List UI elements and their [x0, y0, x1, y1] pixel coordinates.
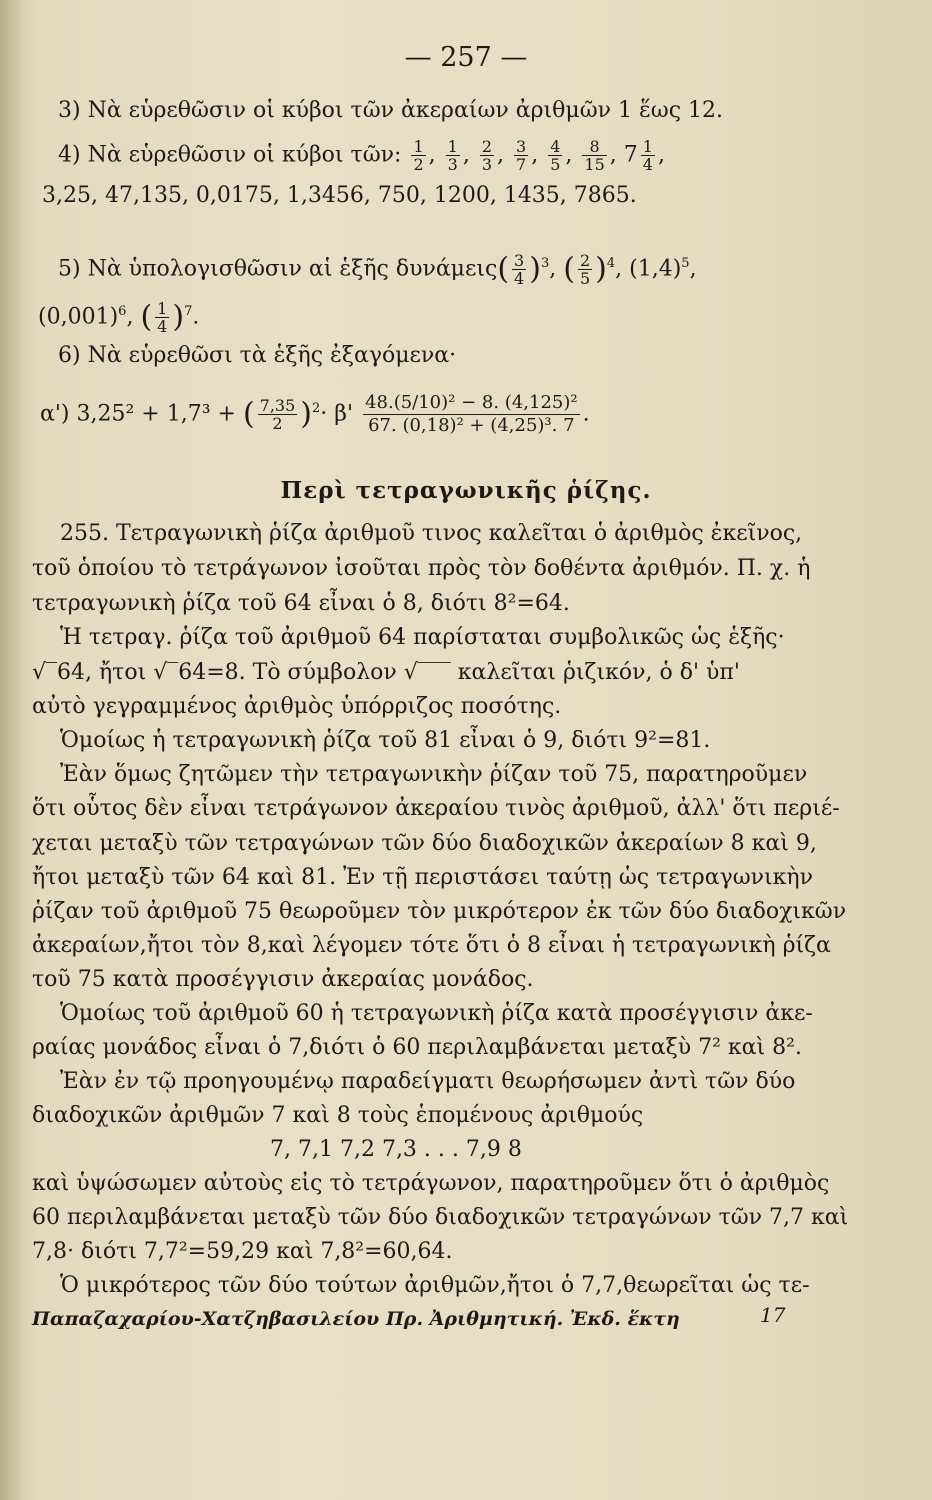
text-line: αὐτὸ γεγραμμένος ἀριθμὸς ὑπόρριζος ποσότης. — [32, 694, 562, 719]
text-line: τοῦ ὁποίου τὸ τετράγωνον ἰσοῦται πρὸς τὸν δοθέντα ἀριθμόν. Π. χ. ἡ — [32, 556, 811, 581]
fraction: $\frac{1}{4}$ — [642, 137, 653, 174]
exercise-5-prefix: 5) Νὰ ὑπολογισθῶσιν αἱ ἑξῆς δυνάμεις — [58, 256, 498, 282]
fraction: $\frac{1}{4}$ — [157, 298, 168, 336]
text-line: Ἐὰν ἐν τῷ προηγουμένῳ παραδείγματι θεωρήσωμεν ἀντὶ τῶν δύο — [60, 1069, 796, 1094]
compound-fraction: $\frac{\text{48.(5/10)² − 8. (4,125)²}}{\text{67. (0,18)² + (4,25)³. 7}}$ — [365, 392, 578, 436]
page-number: — 257 — — [404, 42, 528, 73]
text-line: ἤτοι μεταξὺ τῶν 64 καὶ 81. Ἐν τῇ περιστάσει ταύτῃ ὡς τετραγωνικὴν — [32, 865, 813, 890]
fraction: $\frac{7,35}{2}$ — [259, 396, 296, 433]
fraction: $\frac{2}{3}$ — [481, 137, 493, 174]
folio-number: 17 — [760, 1303, 786, 1327]
number-sequence: 7, 7,1 7,2 7,3 . . . 7,9 8 — [270, 1137, 522, 1162]
text-line: τοῦ 75 κατὰ προσέγγισιν ἀκεραίας μονάδος. — [32, 967, 534, 992]
text-line: διαδοχικῶν ἀριθμῶν 7 καὶ 8 τοὺς ἑπομένους ἀριθμούς — [32, 1103, 644, 1128]
text-line: ραίας μονάδος εἶναι ὁ 7,διότι ὁ 60 περιλαμβάνεται μεταξὺ 7² καὶ 8². — [32, 1035, 802, 1060]
exercise-6: 6) Νὰ εὑρεθῶσι τὰ ἑξῆς ἐξαγόμενα· — [58, 343, 457, 368]
page-gutter — [0, 0, 22, 1500]
footer-signature: Παπαζαχαρίου-Χατζηβασιλείου Πρ. Ἀριθμητική. Ἐκδ. ἕκτη — [32, 1308, 680, 1330]
text-line: ἀκεραίων,ἤτοι τὸν 8,καὶ λέγομεν τότε ὅτι ὁ 8 εἶναι ἡ τετραγωνικὴ ῥίζα — [32, 933, 831, 958]
text-line: 7,8· διότι 7,7²=59,29 καὶ 7,8²=60,64. — [32, 1239, 453, 1264]
text-line: Ὁμοίως ἡ τετραγωνικὴ ῥίζα τοῦ 81 εἶναι ὁ 9, διότι 9²=81. — [60, 728, 711, 753]
text-line: Ὁμοίως τοῦ ἀριθμοῦ 60 ἡ τετραγωνικὴ ῥίζα κατὰ προσέγγισιν ἀκε- — [60, 1001, 813, 1026]
text-line: χεται μεταξὺ τῶν τετραγώνων τῶν δύο διαδοχικῶν ἀκεραίων 8 καὶ 9, — [32, 831, 817, 856]
fraction: $\frac{4}{5}$ — [550, 137, 561, 174]
exercise-6-expressions: α') 3,25² + 1,7³ + ( $\frac{7,35}{2}$ )$^2$· β' $\frac{\text{48.(5/10)² − 8. (4,125)²}}{\text{67. (0,18)² + (4,25)³. 7}}$ . — [40, 392, 590, 436]
fraction: $\frac{3}{4}$ — [514, 250, 525, 288]
exercise-4-prefix: 4) Νὰ εὑρεθῶσιν οἱ κύβοι τῶν: — [58, 142, 402, 168]
exercise-4-line-2: 3,25, 47,135, 0,0175, 1,3456, 750, 1200, 1435, 7865. — [42, 183, 637, 208]
fraction: $\frac{8}{15}$ — [584, 137, 605, 174]
text-line: ὅτι οὗτος δὲν εἶναι τετράγωνον ἀκεραίου τινὸς ἀριθμοῦ, ἀλλ' ὅτι περιέ- — [32, 796, 840, 821]
text-line: √‾64, ἤτοι √‾64=8. Τὸ σύμβολον √‾‾‾ καλεῖται ῥιζικόν, ὁ δ' ὑπ' — [32, 660, 740, 685]
mixed-number-whole: 7 — [623, 142, 638, 168]
fraction: $\frac{2}{5}$ — [579, 250, 591, 288]
text-line: καὶ ὑψώσωμεν αὐτοὺς εἰς τὸ τετράγωνον, παρατηροῦμεν ὅτι ὁ ἀριθμὸς — [32, 1171, 830, 1196]
text-line: 60 περιλαμβάνεται μεταξὺ τῶν δύο διαδοχικῶν τετραγώνων τῶν 7,7 καὶ — [32, 1205, 849, 1230]
section-heading: Περὶ τετραγωνικῆς ῥίζης. — [280, 477, 652, 504]
exercise-4: 4) Νὰ εὑρεθῶσιν οἱ κύβοι τῶν: $\frac{1}{2}$ , $\frac{1}{3}$ , $\frac{2}{3}$ , $\frac{3}{7}$ , $\frac{4}{5}$ , $\frac{8}{15}$ , 7 $\frac{1}{4}$ , — [58, 137, 665, 174]
fraction: $\frac{3}{7}$ — [516, 137, 527, 174]
exercise-3: 3) Νὰ εὑρεθῶσιν οἱ κύβοι τῶν ἀκεραίων ἀριθμῶν 1 ἕως 12. — [58, 98, 724, 123]
exercise-5-line-2: $(0,001)^6$, ( $\frac{1}{4}$ )$^7$. — [38, 298, 200, 336]
fraction: $\frac{1}{2}$ — [413, 137, 424, 174]
text-line: Ἡ τετραγ. ῥίζα τοῦ ἀριθμοῦ 64 παρίσταται συμβολικῶς ὡς ἑξῆς· — [60, 625, 785, 650]
text-line: 255. Τετραγωνικὴ ῥίζα ἀριθμοῦ τινος καλεῖται ὁ ἀριθμὸς ἐκεῖνος, — [60, 521, 803, 546]
text-line: ῥίζαν τοῦ ἀριθμοῦ 75 θεωροῦμεν τὸν μικρότερον ἐκ τῶν δύο διαδοχικῶν — [32, 899, 847, 924]
text-line: Ὁ μικρότερος τῶν δύο τούτων ἀριθμῶν,ἤτοι ὁ 7,7,θεωρεῖται ὡς τε- — [60, 1273, 810, 1298]
exercise-5: 5) Νὰ ὑπολογισθῶσιν αἱ ἑξῆς δυνάμεις( $\frac{3}{4}$ )$^3$, ( $\frac{2}{5}$ )$^4$, $(1,4)^5$, — [58, 250, 697, 288]
fraction: $\frac{1}{3}$ — [447, 137, 458, 174]
text-line: τετραγωνικὴ ῥίζα τοῦ 64 εἶναι ὁ 8, διότι 8²=64. — [32, 591, 570, 616]
text-line: Ἐὰν ὅμως ζητῶμεν τὴν τετραγωνικὴν ῥίζαν τοῦ 75, παρατηροῦμεν — [60, 762, 808, 787]
